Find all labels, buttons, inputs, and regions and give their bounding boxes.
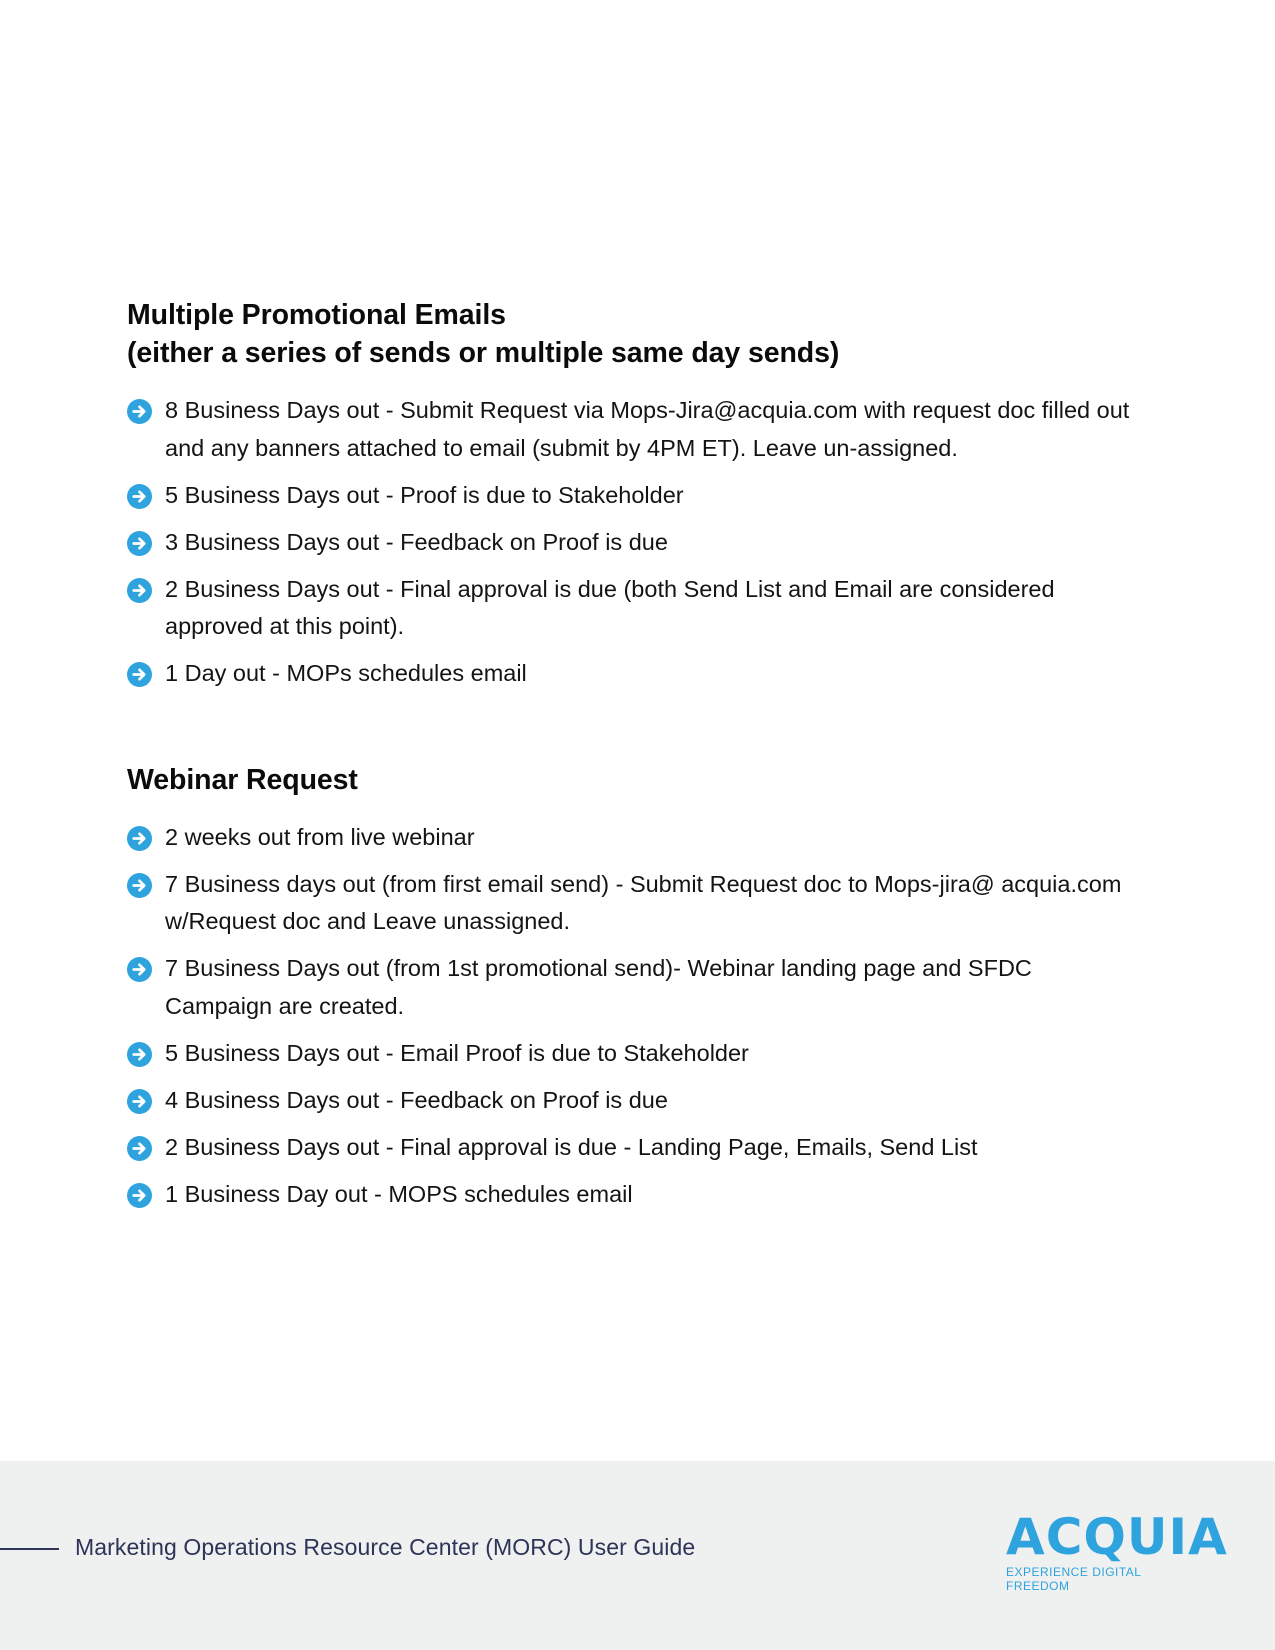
- list-item: [127, 866, 1137, 941]
- logo-tagline: EXPERIENCE DIGITAL FREEDOM: [1006, 1565, 1142, 1593]
- page-footer: [0, 1461, 1275, 1650]
- timeline-list: [127, 392, 1137, 693]
- acquia-logo: [1006, 1508, 1228, 1593]
- page-content: [127, 296, 1137, 1223]
- arrow-circle-right-icon: [127, 957, 152, 982]
- arrow-circle-right-icon: [127, 399, 152, 424]
- section-webinar-request: [127, 761, 1137, 1214]
- list-item-text: 3 Business Days out - Feedback on Proof is due: [165, 528, 668, 555]
- arrow-circle-right-icon: [127, 1183, 152, 1208]
- arrow-circle-right-icon: [127, 873, 152, 898]
- list-item: [127, 1176, 1137, 1214]
- arrow-circle-right-icon: [127, 662, 152, 687]
- list-item: [127, 571, 1137, 646]
- logo-wordmark: ACQUIA: [1006, 1508, 1228, 1566]
- list-item-text: 5 Business Days out - Email Proof is due to Stakeholder: [165, 1039, 749, 1066]
- arrow-circle-right-icon: [127, 1089, 152, 1114]
- heading-line: Multiple Promotional Emails: [127, 299, 506, 331]
- timeline-list: [127, 819, 1137, 1214]
- section-heading: [127, 296, 1137, 372]
- list-item: [127, 1035, 1137, 1073]
- arrow-circle-right-icon: [127, 1136, 152, 1161]
- list-item-text: 4 Business Days out - Feedback on Proof is due: [165, 1086, 668, 1113]
- arrow-circle-right-icon: [127, 484, 152, 509]
- list-item: [127, 950, 1137, 1025]
- list-item: [127, 1082, 1137, 1120]
- list-item-text: 7 Business Days out (from 1st promotional send)- Webinar landing page and SFDC Campaign are created.: [165, 955, 1032, 1019]
- list-item-text: 7 Business days out (from first email send) - Submit Request doc to Mops-jira@ acquia.com w/Request doc and Leave unassigned.: [165, 870, 1122, 934]
- list-item-text: 5 Business Days out - Proof is due to Stakeholder: [165, 481, 684, 508]
- arrow-circle-right-icon: [127, 826, 152, 851]
- list-item: [127, 392, 1137, 467]
- list-item-text: 1 Day out - MOPs schedules email: [165, 660, 527, 686]
- list-item: [127, 1129, 1137, 1167]
- heading-subline: (either a series of sends or multiple same day sends): [127, 337, 840, 369]
- heading-line: Webinar Request: [127, 763, 358, 796]
- list-item-text: 2 Business Days out - Final approval is due (both Send List and Email are considered approved at this point).: [165, 575, 1055, 639]
- footer-rule: [0, 1548, 59, 1550]
- section-heading: [127, 761, 1137, 799]
- list-item-text: 2 weeks out from live webinar: [165, 823, 475, 850]
- list-item: [127, 524, 1137, 562]
- section-multiple-promotional-emails: [127, 296, 1137, 693]
- list-item: [127, 477, 1137, 515]
- arrow-circle-right-icon: [127, 1042, 152, 1067]
- list-item-text: 1 Business Day out - MOPS schedules email: [165, 1180, 633, 1207]
- arrow-circle-right-icon: [127, 531, 152, 556]
- list-item: [127, 819, 1137, 857]
- list-item: [127, 655, 1137, 693]
- list-item-text: 8 Business Days out - Submit Request via Mops-Jira@acquia.com with request doc filled out and any banners attached to email (submit by 4PM ET). Leave un-assigned.: [165, 397, 1130, 461]
- list-item-text: 2 Business Days out - Final approval is due - Landing Page, Emails, Send List: [165, 1133, 978, 1160]
- arrow-circle-right-icon: [127, 578, 152, 603]
- footer-title: Marketing Operations Resource Center (MORC) User Guide: [75, 1534, 696, 1560]
